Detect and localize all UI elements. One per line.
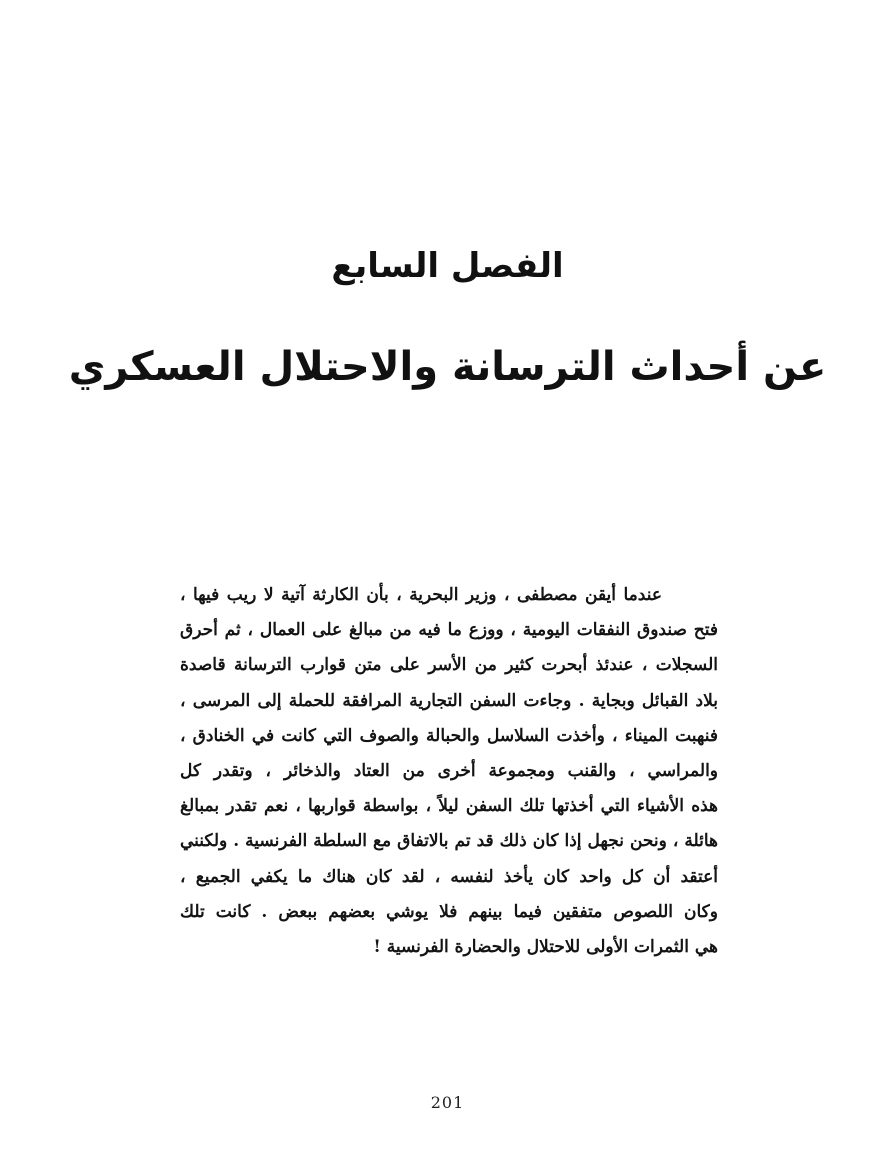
- body-line-8: هائلة ، ونحن نجهل إذا كان ذلك قد تم بالاتفاق مع السلطة الفرنسية . ولكنني: [180, 831, 718, 852]
- body-line-9: أعتقد أن كل واحد كان يأخذ لنفسه ، لقد كان هناك ما يكفي الجميع ،: [180, 866, 718, 887]
- chapter-title: عن أحداث الترسانة والاحتلال العسكري: [68, 344, 827, 390]
- body-line-1: عندما أيقن مصطفى ، وزير البحرية ، بأن الكارثة آتية لا ريب فيها ،: [180, 585, 662, 605]
- body-line-3: السجلات ، عندئذ أبحرت كثير من الأسر على متن قوارب الترسانة قاصدة: [180, 655, 718, 676]
- body-line-10: وكان اللصوص متفقين فيما بينهم فلا يوشي بعضهم ببعض . كانت تلك: [180, 901, 718, 922]
- body-line-5: فنهبت الميناء ، وأخذت السلاسل والحبالة والصوف التي كانت في الخنادق ،: [180, 725, 718, 746]
- body-paragraph: [180, 578, 718, 965]
- body-line-2: فتح صندوق النفقات اليومية ، ووزع ما فيه من مبالغ على العمال ، ثم أحرق: [180, 620, 718, 641]
- body-line-7: هذه الأشياء التي أخذتها تلك السفن ليلاً ، بواسطة قواربها ، نعم تقدر بمبالغ: [180, 796, 718, 817]
- chapter-label: الفصل السابع: [331, 246, 564, 286]
- body-line-6: والمراسي ، والقنب ومجموعة أخرى من العتاد والذخائر ، وتقدر كل: [180, 760, 718, 781]
- page-number: 201: [430, 1093, 465, 1112]
- body-line-11: هي الثمرات الأولى للاحتلال والحضارة الفرنسية !: [373, 936, 718, 957]
- body-line-4: بلاد القبائل وبجاية . وجاءت السفن التجارية المرافقة للحملة إلى المرسى ،: [180, 690, 718, 711]
